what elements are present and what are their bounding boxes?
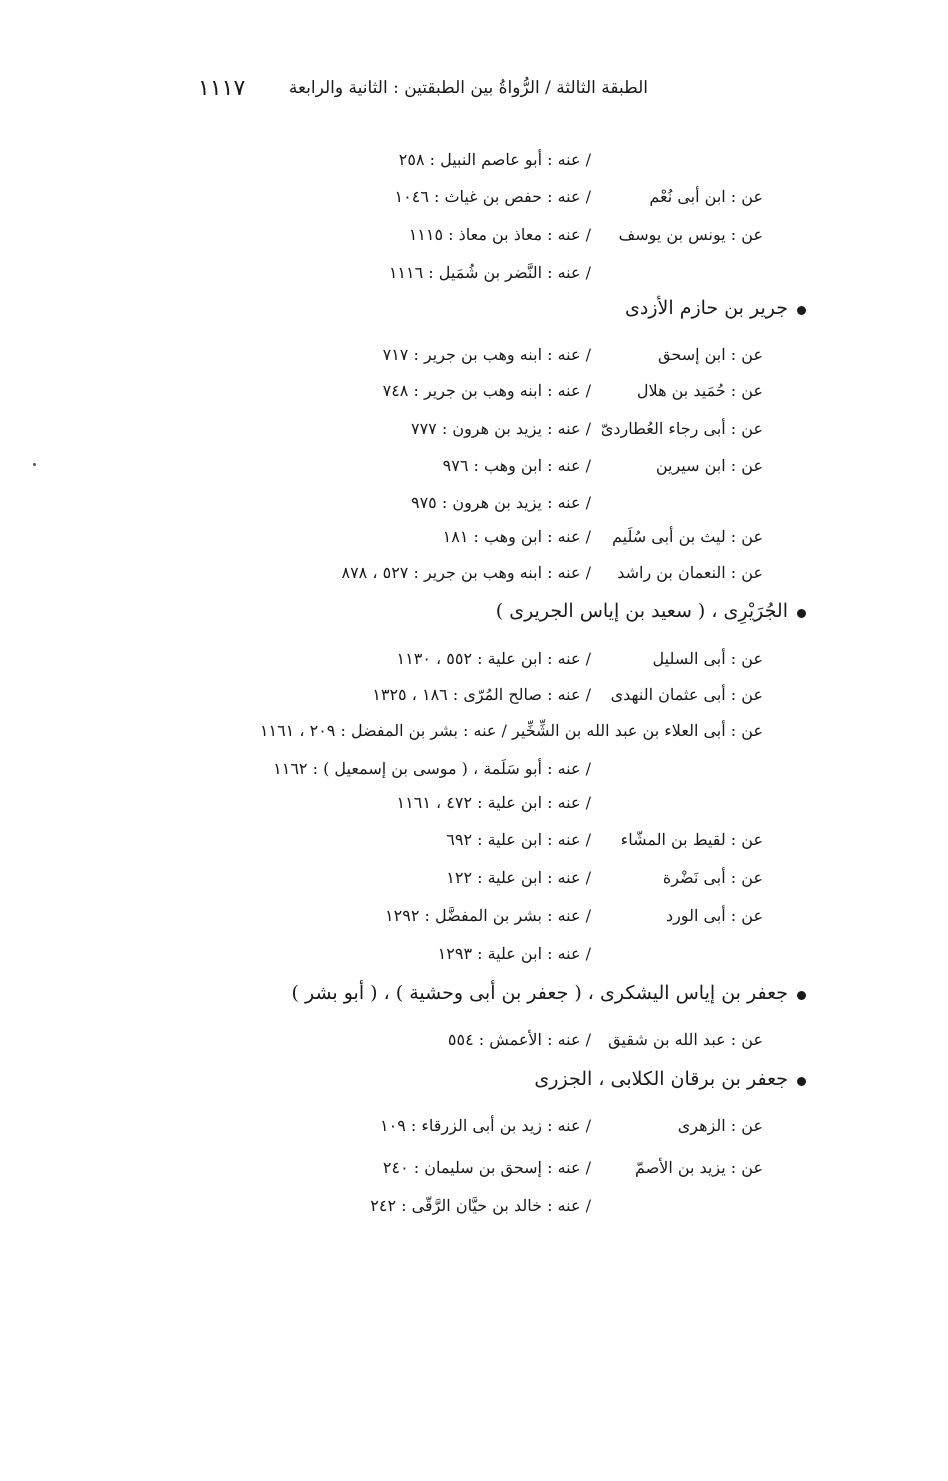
bullet-icon (797, 306, 806, 315)
chain-row (0, 1158, 948, 1188)
narrator-heading (0, 1068, 948, 1102)
from-teacher: عن : أبى السليل (652, 649, 763, 668)
chain-row (0, 225, 948, 255)
from-teacher: عن : النعمان بن راشد (617, 563, 763, 582)
to-student: / عنه : صالح المُرّى : ١٨٦ ، ١٣٢٥ (372, 685, 591, 704)
chain-row (0, 1030, 948, 1060)
chain-row (0, 187, 948, 217)
to-student: / عنه : ابن علية : ٤٧٢ ، ١١٦١ (396, 793, 591, 812)
from-teacher: عن : أبى عثمان النهدى (610, 685, 763, 704)
narrator-heading (0, 982, 948, 1016)
to-student: / عنه : إسحق بن سليمان : ٢٤٠ (382, 1158, 591, 1177)
bullet-icon (797, 609, 806, 618)
to-student: / عنه : أبو سَلَمة ، ( موسى بن إسمعيل ) : ١١٦٢ (273, 759, 591, 778)
chain-row (0, 759, 948, 789)
to-student: / عنه : ابن علية : ١٢٢ (446, 868, 591, 887)
chain-row (0, 563, 948, 593)
from-teacher: عن : ابن سيرين (655, 456, 763, 475)
running-header: الطبقة الثالثة / الرُّواةُ بين الطبقتين : الثانية والرابعة (288, 78, 648, 98)
chain-row (0, 830, 948, 860)
from-teacher: عن : أبى رجاء العُطاردىّ (600, 419, 763, 438)
to-student: / عنه : يزيد بن هرون : ٩٧٥ (410, 493, 591, 512)
chain-row (0, 1196, 948, 1226)
to-student: / عنه : ابن علية : ٥٥٢ ، ١١٣٠ (396, 649, 591, 668)
bullet-icon (797, 1077, 806, 1086)
chain-row (0, 150, 948, 180)
chain-row (0, 527, 948, 557)
chain-row (0, 493, 948, 523)
from-teacher: عن : الزهرى (677, 1116, 763, 1135)
from-teacher: عن : يونس بن يوسف (618, 225, 763, 244)
narrator-heading (0, 297, 948, 331)
page-number: ١١١٧ (198, 76, 246, 101)
from-teacher: عن : حُمَيد بن هلال (636, 381, 763, 400)
narrator-name: الجُرَيْرِى ، ( سعيد بن إياس الجريرى ) (495, 600, 788, 622)
from-teacher: عن : يزيد بن الأصمّ (634, 1158, 763, 1177)
narrator-name: جرير بن حازم الأزدى (625, 297, 788, 319)
chain-row (0, 456, 948, 486)
chain-row (0, 649, 948, 679)
to-student: / عنه : النَّضر بن شُمَيل : ١١١٦ (388, 263, 591, 282)
from-teacher: عن : لقيط بن المشّاء (620, 830, 763, 849)
chain-row (0, 721, 948, 751)
chain-row (0, 381, 948, 411)
from-teacher: عن : عبد الله بن شقيق (608, 1030, 763, 1049)
chain-row (0, 1116, 948, 1146)
to-student: / عنه : ابنه وهب بن جرير : ٥٢٧ ، ٨٧٨ (341, 563, 591, 582)
to-student: / عنه : ابنه وهب بن جرير : ٧١٧ (382, 345, 591, 364)
narrator-name: جعفر بن إياس اليشكرى ، ( جعفر بن أبى وحشية ) ، ( أبو بشر ) (291, 982, 788, 1004)
to-student: / عنه : معاذ بن معاذ : ١١١٥ (408, 225, 591, 244)
from-teacher: عن : أبى نَضْرة (662, 868, 763, 887)
from-teacher: عن : ابن إسحق (658, 345, 763, 364)
to-student: / عنه : ابن وهب : ١٨١ (442, 527, 591, 546)
chain-row (0, 906, 948, 936)
chain-row (0, 419, 948, 449)
chain-row (0, 793, 948, 823)
to-student: / عنه : ابن وهب : ٩٧٦ (442, 456, 591, 475)
narrator-heading (0, 600, 948, 634)
from-teacher: عن : أبى الورد (665, 906, 763, 925)
to-student: / عنه : الأعمش : ٥٥٤ (447, 1030, 591, 1049)
to-student: / عنه : خالد بن حيَّان الرَّقّى : ٢٤٢ (370, 1196, 591, 1215)
to-student: / عنه : بشر بن المفضَّل : ١٢٩٢ (385, 906, 591, 925)
to-student: / عنه : ابنه وهب بن جرير : ٧٤٨ (382, 381, 591, 400)
chain-row (0, 868, 948, 898)
chain-row (0, 345, 948, 375)
to-student: / عنه : يزيد بن هرون : ٧٧٧ (410, 419, 591, 438)
to-student: / عنه : ابن علية : ١٢٩٣ (437, 944, 591, 963)
to-student: / عنه : حفص بن غياث : ١٠٤٦ (394, 187, 591, 206)
to-student: / عنه : ابن علية : ٦٩٢ (446, 830, 591, 849)
from-teacher: عن : ليث بن أبى سُلَيم (611, 527, 763, 546)
chain-line: عن : أبى العلاء بن عبد الله بن الشِّخِّير / عنه : بشر بن المفضل : ٢٠٩ ، ١١٦١ (259, 721, 763, 740)
chain-row (0, 944, 948, 974)
to-student: / عنه : زيد بن أبى الزرقاء : ١٠٩ (380, 1116, 591, 1135)
from-teacher: عن : ابن أبى نُعْم (649, 187, 763, 206)
narrator-name: جعفر بن برقان الكلابى ، الجزرى (534, 1068, 788, 1090)
chain-row (0, 263, 948, 293)
chain-row (0, 685, 948, 715)
bullet-icon (797, 991, 806, 1000)
to-student: / عنه : أبو عاصم النبيل : ٢٥٨ (398, 150, 591, 169)
